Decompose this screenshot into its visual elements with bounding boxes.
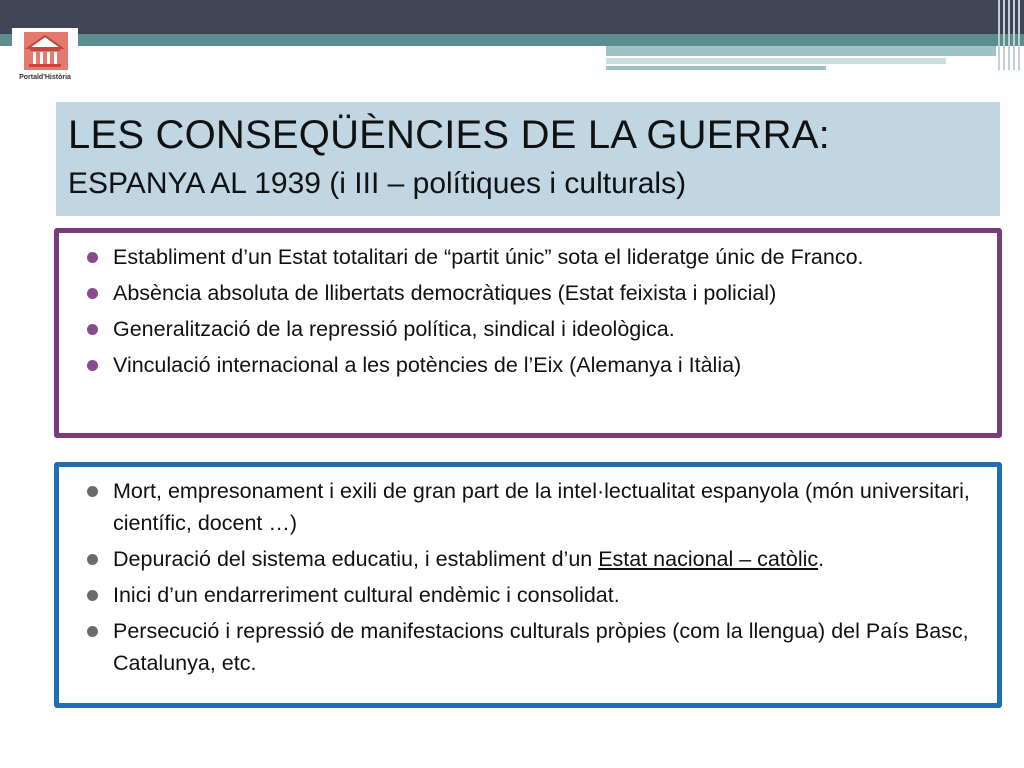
list-item-text: Absència absoluta de llibertats democràtiques (Estat feixista i policial) (113, 281, 777, 305)
political-consequences-box (54, 228, 1002, 438)
slide-title: LES CONSEQÜÈNCIES DE LA GUERRA: (68, 113, 830, 157)
portal-historia-logo[interactable] (12, 28, 78, 84)
bullet-dot-icon (87, 590, 98, 601)
list-item-text: Depuració del sistema educatiu, i establiment d’un (113, 547, 599, 571)
bullet-dot-icon (87, 486, 98, 497)
list-item (81, 277, 983, 309)
list-item-text: Inici d’un endarreriment cultural endèmic i consolidat. (113, 583, 620, 607)
list-item (81, 543, 983, 575)
list-item-text: Persecució i repressió de manifestacions culturals pròpies (com la llengua) del País Basc, Catalunya, etc. (113, 619, 969, 675)
list-item-text: Mort, empresonament i exili de gran part de la intel·lectualitat espanyola (món universitari, científic, docent …) (113, 479, 970, 535)
list-item-text: Generalització de la repressió política, sindical i ideològica. (113, 317, 675, 341)
cultural-consequences-box (54, 462, 1002, 708)
logo-caption: Portald'Història (19, 74, 71, 81)
header-dark-bar (0, 0, 1024, 34)
list-item-text: Establiment d’un Estat totalitari de “partit únic” sota el lideratge únic de Franco. (113, 245, 864, 269)
list-item-suffix: . (818, 547, 825, 571)
bullet-dot-icon (87, 554, 98, 565)
bullet-dot-icon (87, 324, 98, 335)
cultural-list (81, 475, 983, 683)
underlined-term: Estat nacional – catòlic (598, 547, 819, 571)
bullet-dot-icon (87, 360, 98, 371)
list-item (81, 241, 983, 273)
list-item (81, 579, 983, 611)
list-item-text: Vinculació internacional a les potències de l’Eix (Alemanya i Itàlia) (113, 353, 742, 377)
header-teal-bar (0, 34, 1024, 46)
slide-subtitle: ESPANYA AL 1939 (i III – polítiques i culturals) (68, 167, 687, 200)
political-list (81, 241, 983, 385)
bullet-dot-icon (87, 288, 98, 299)
bullet-dot-icon (87, 626, 98, 637)
list-item (81, 313, 983, 345)
header-light-bar (606, 46, 996, 56)
bullet-dot-icon (87, 252, 98, 263)
header-light-bar (606, 58, 946, 64)
list-item (81, 475, 983, 539)
list-item (81, 349, 983, 381)
list-item (81, 615, 983, 679)
header-stripes (994, 0, 1024, 70)
header-light-bar (606, 66, 826, 70)
house-temple-icon (12, 28, 78, 74)
